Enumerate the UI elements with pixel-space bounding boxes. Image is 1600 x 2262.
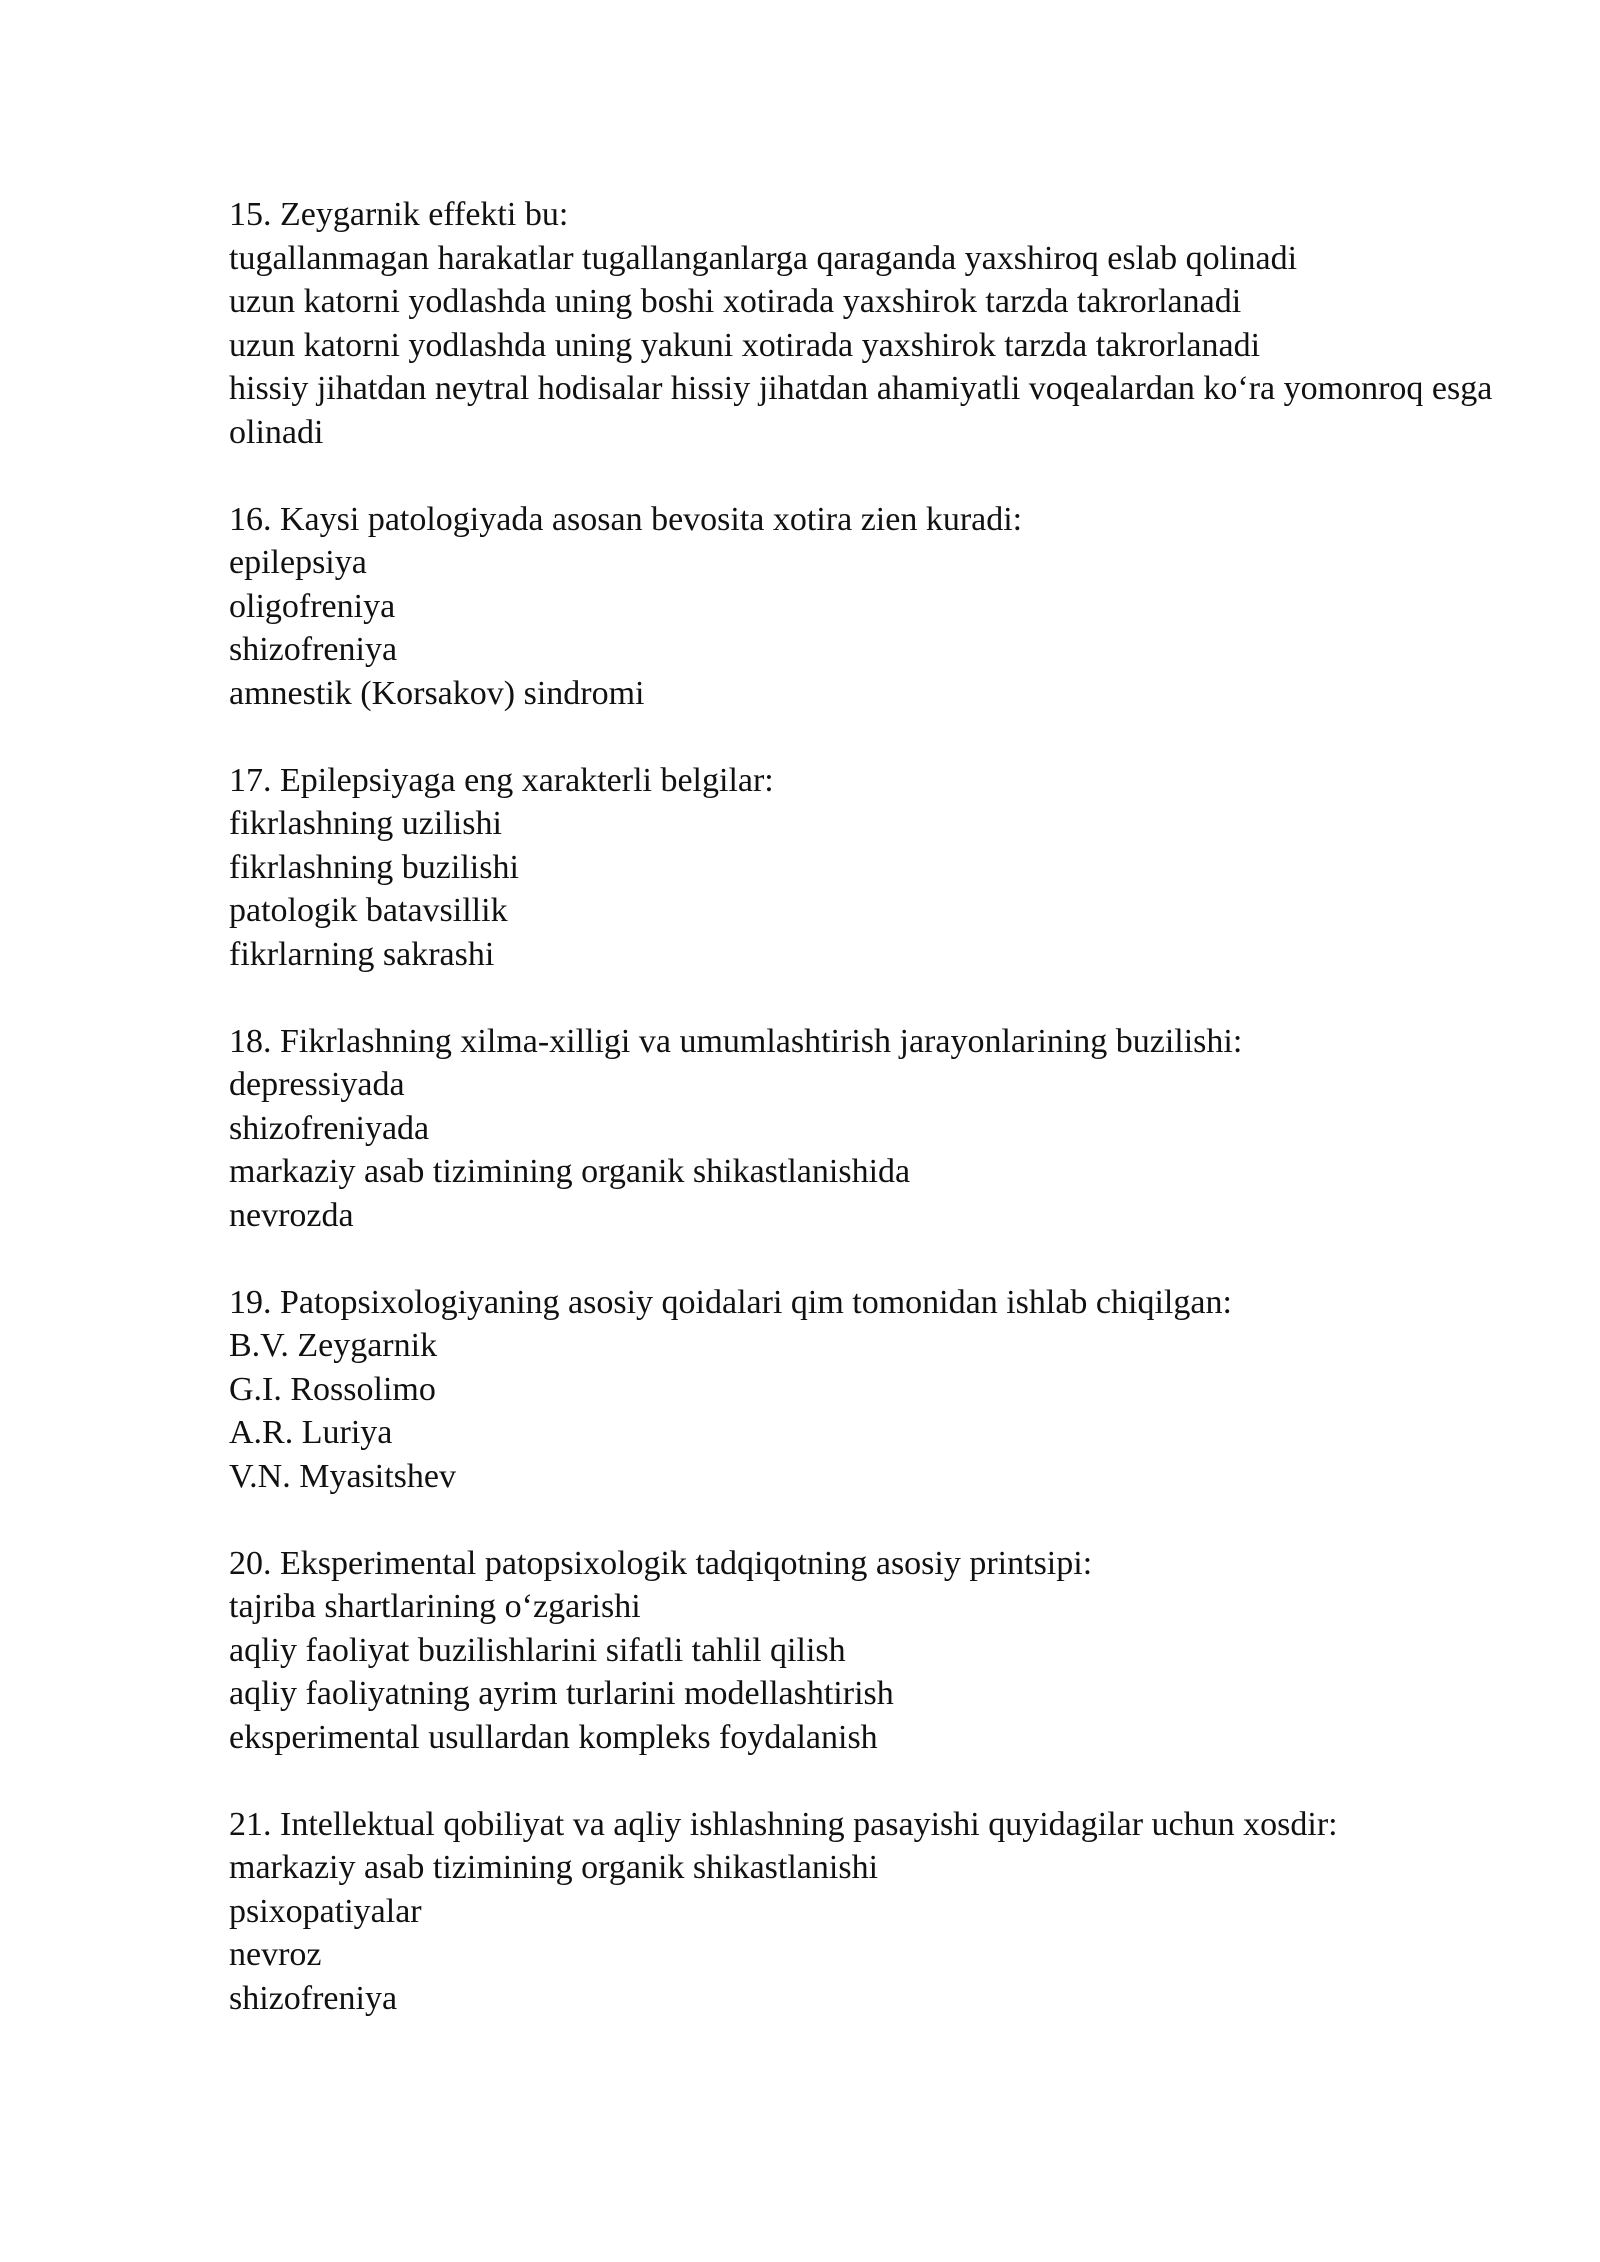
answer-option: shizofreniya: [229, 631, 398, 668]
question-block: [229, 498, 1529, 716]
answer-option: depressiyada: [229, 1066, 405, 1103]
question-title: 19. Patopsixologiyaning asosiy qoidalari qim tomonidan ishlab chiqilgan:: [229, 1283, 1232, 1321]
document-page: [229, 193, 1529, 2064]
answer-option: uzun katorni yodlashda uning yakuni xotirada yaxshirok tarzda takrorlanadi: [229, 326, 1261, 364]
question-block: [229, 1020, 1529, 1238]
question-title: 21. Intellektual qobiliyat va aqliy ishlashning pasayishi quyidagilar uchun xosdir:: [229, 1805, 1338, 1843]
answer-option: amnestik (Korsakov) sindromi: [229, 674, 645, 712]
answer-option: markaziy asab tizimining organik shikastlanishi: [229, 1849, 879, 1886]
answer-option: hissiy jihatdan neytral hodisalar hissiy jihatdan ahamiyatli voqealardan ko‘ra yomonroq esga olinadi: [229, 370, 1493, 451]
question-block: [229, 1803, 1529, 2021]
answer-option: shizofreniya: [229, 1979, 398, 2017]
answer-option: A.R. Luriya: [229, 1414, 393, 1451]
question-title: 18. Fikrlashning xilma-xilligi va umumlashtirish jarayonlarining buzilishi:: [229, 1022, 1243, 1060]
answer-option: aqliy faoliyatning ayrim turlarini modellashtirish: [229, 1675, 894, 1712]
question-title: 16. Kaysi patologiyada asosan bevosita xotira zien kuradi:: [229, 500, 1023, 538]
question-title: 20. Eksperimental patopsixologik tadqiqotning asosiy printsipi:: [229, 1544, 1093, 1582]
answer-option: tugallanmagan harakatlar tugallanganlarga qaraganda yaxshiroq eslab qolinadi: [229, 239, 1298, 277]
answer-option: G.I. Rossolimo: [229, 1370, 436, 1408]
question-block: [229, 759, 1529, 977]
answer-option: eksperimental usullardan kompleks foydalanish: [229, 1718, 878, 1756]
answer-option: fikrlashning uzilishi: [229, 805, 502, 842]
answer-option: fikrlashning buzilishi: [229, 848, 519, 886]
answer-option: fikrlarning sakrashi: [229, 935, 495, 973]
question-block: [229, 1542, 1529, 1760]
answer-option: epilepsiya: [229, 544, 367, 581]
question-block: [229, 1281, 1529, 1499]
answer-option: shizofreniyada: [229, 1109, 430, 1147]
answer-option: uzun katorni yodlashda uning boshi xotirada yaxshirok tarzda takrorlanadi: [229, 283, 1242, 320]
answer-option: patologik batavsillik: [229, 892, 508, 929]
question-title: 15. Zeygarnik effekti bu:: [229, 196, 569, 233]
answer-option: nevroz: [229, 1936, 322, 1973]
question-title: 17. Epilepsiyaga eng xarakterli belgilar:: [229, 761, 774, 799]
answer-option: V.N. Myasitshev: [229, 1457, 456, 1495]
answer-option: aqliy faoliyat buzilishlarini sifatli tahlil qilish: [229, 1631, 846, 1669]
answer-option: B.V. Zeygarnik: [229, 1327, 438, 1364]
question-block: [229, 193, 1529, 454]
answer-option: tajriba shartlarining o‘zgarishi: [229, 1588, 641, 1625]
answer-option: nevrozda: [229, 1196, 354, 1234]
answer-option: markaziy asab tizimining organik shikastlanishida: [229, 1153, 911, 1190]
answer-option: oligofreniya: [229, 587, 396, 625]
answer-option: psixopatiyalar: [229, 1892, 422, 1930]
